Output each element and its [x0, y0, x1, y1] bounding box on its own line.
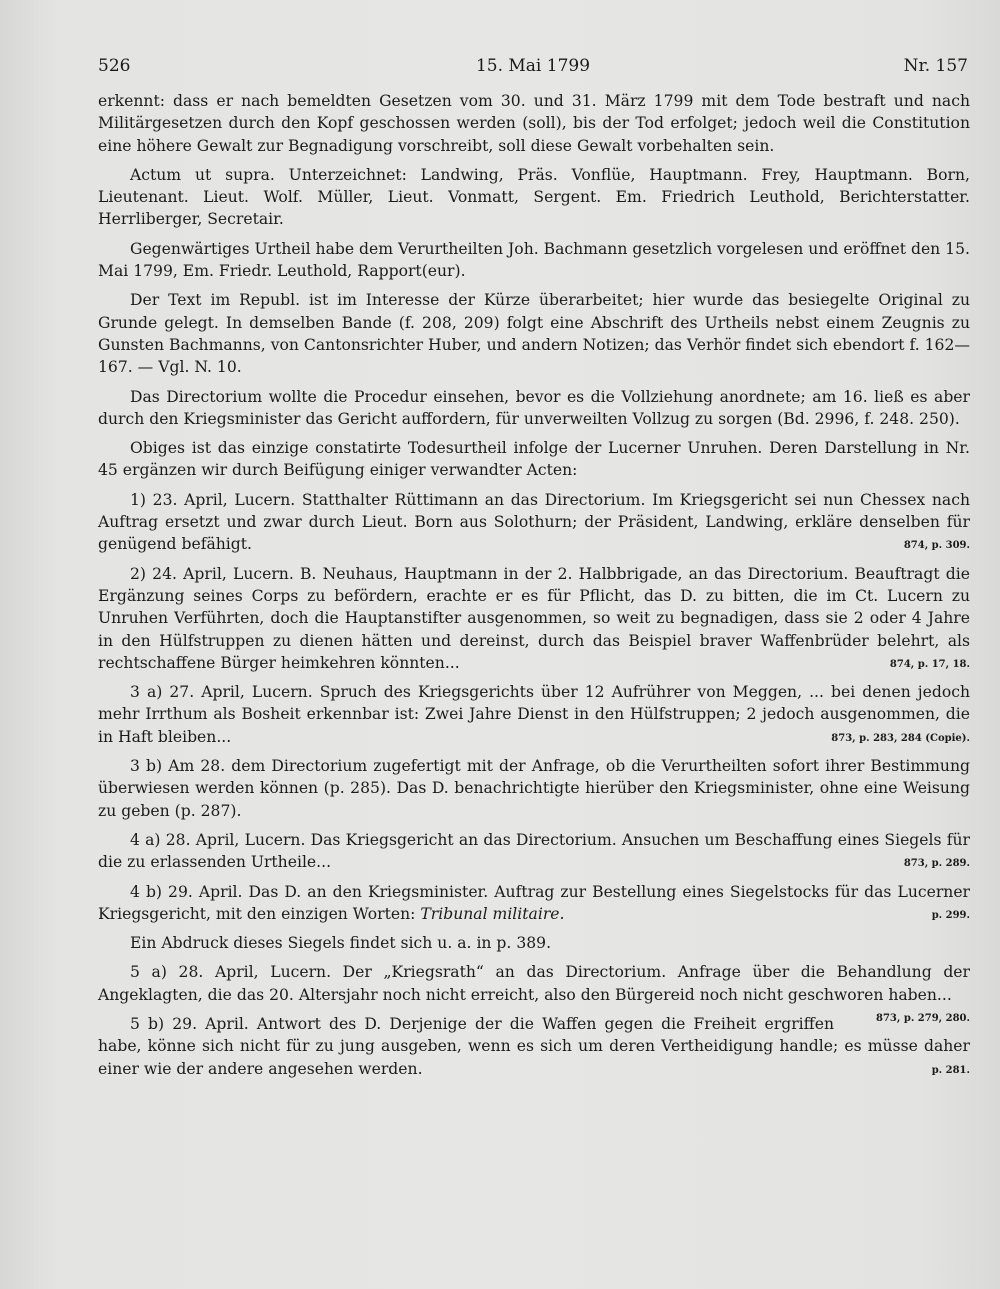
- body-text: [98, 90, 970, 1087]
- archive-reference: 874, p. 17, 18.: [889, 658, 970, 670]
- paragraph: Ein Abdruck dieses Siegels findet sich u. a. in p. 389.: [130, 934, 552, 953]
- paragraph: 3 b) Am 28. dem Directorium zugefertigt mit der Anfrage, ob die Verurtheilten sofort ihrer Bestimmung überwiesen werden können (p. 285). Das D. benachrichtigte hierüber den Kriegsminister, ohne eine Weisung zu geben (p. 287).: [98, 757, 970, 820]
- paragraph: Gegenwärtiges Urtheil habe dem Verurtheilten Joh. Bachmann gesetzlich vorgelesen und eröffnet den 15. Mai 1799, Em. Friedr. Leuthold, Rapport(eur).: [98, 239, 970, 281]
- archive-reference: 874, p. 309.: [903, 540, 970, 552]
- paragraph: 4 a) 28. April, Lucern. Das Kriegsgericht an das Directorium. Ansuchen um Beschaffung eines Siegels für die zu erlassenden Urtheile... 873, p. 289.: [98, 830, 970, 872]
- paragraph: 1) 23. April, Lucern. Statthalter Rüttimann an das Directorium. Im Kriegsgericht sei nun Chessex nach Auftrag ersetzt und zwar durch Lieut. Born aus Solothurn; der Präsident, Landwing, erkläre denselben für genügend befähigt. 874, p. 309.: [98, 490, 970, 554]
- archive-reference: p. 299.: [931, 909, 970, 921]
- paragraph: 2) 24. April, Lucern. B. Neuhaus, Hauptmann in der 2. Halbbrigade, an das Directorium. Beauftragt die Ergänzung seines Corps zu befördern, erachte er es für Pflicht, das D. zu bitten, die im Ct. Lucern zu Unruhen Verführten, doch die Hauptanstifter ausgenommen, so weit zu begnadigen, dass sie 2 oder 4 Jahre in den Hülfstruppen zu dienen hätten und dereinst, durch das Beispiel braver Waffenbrüder belehrt, als rechtschaffene Bürger heimkehren könnten... 874, p. 17, 18.: [98, 564, 970, 672]
- paragraph: Obiges ist das einzige constatirte Todesurtheil infolge der Lucerner Unruhen. Deren Darstellung in Nr. 45 ergänzen wir durch Beifügung einiger verwandter Acten:: [98, 439, 970, 480]
- header-date: 15. Mai 1799: [475, 56, 591, 76]
- paragraph: 4 b) 29. April. Das D. an den Kriegsminister. Auftrag zur Bestellung eines Siegelstocks für das Lucerner Kriegsgericht, mit den einzigen Worten: Tribunal militaire. p. 299.: [98, 882, 970, 923]
- paragraph: erkennt: dass er nach bemeldten Gesetzen vom 30. und 31. März 1799 mit dem Tode bestraft und nach Militärgesetzen durch den Kopf geschossen werden (soll), bis der Tod erfolget; jedoch weil die Constitution eine höhere Gewalt zur Begnadigung vorschreibt, soll diese Gewalt vorbehalten sein.: [98, 92, 970, 155]
- archive-reference: 873, p. 283, 284 (Copie).: [831, 732, 970, 744]
- paragraph: 3 a) 27. April, Lucern. Spruch des Kriegsgerichts über 12 Aufrührer von Meggen, ... bei denen jedoch mehr Irrthum als Bosheit erkennbar ist: Zwei Jahre Dienst in den Hülfstruppen; 2 jedoch ausgenommen, die in Haft bleiben... 873, p. 283, 284 (Copie).: [98, 683, 970, 746]
- italic-quote: Tribunal militaire.: [420, 904, 565, 923]
- document-number: Nr. 157: [903, 56, 968, 76]
- paragraph: Das Directorium wollte die Procedur einsehen, bevor es die Vollziehung anordnete; am 16. ließ es aber durch den Kriegsminister das Gericht auffordern, für unverweilten Vollzug zu sorgen (Bd. 2996, f. 248. 250).: [98, 387, 970, 428]
- paragraph: Der Text im Republ. ist im Interesse der Kürze überarbeitet; hier wurde das besiegelte Original zu Grunde gelegt. In demselben Bande (f. 208, 209) folgt eine Abschrift des Urtheils nebst einem Zeugnis zu Gunsten Bachmanns, von Cantonsrichter Huber, und andern Notizen; das Verhör findet sich ebendort f. 162—167. — Vgl. N. 10.: [98, 291, 970, 377]
- paragraph: Actum ut supra. Unterzeichnet: Landwing, Präs. Vonflüe, Hauptmann. Frey, Hauptmann. Born, Lieutenant. Lieut. Wolf. Müller, Lieut. Vonmatt, Sergent. Em. Friedrich Leuthold, Berichterstatter. Herrliberger, Secretair.: [98, 165, 970, 229]
- paragraph: 5 b) 29. April. Antwort des D. Derjenige der die Waffen gegen die Freiheit ergriffen habe, könne sich nicht für zu jung ausgeben, wenn es sich um deren Vertheidigung handle; es müsse daher einer wie der andere angesehen werden. p. 281.: [98, 1014, 970, 1078]
- archive-reference: 873, p. 289.: [903, 858, 970, 870]
- page-header: [98, 56, 968, 80]
- page-number: 526: [98, 56, 131, 76]
- paragraph: 5 a) 28. April, Lucern. Der „Kriegsrath“ an das Directorium. Anfrage über die Behandlung der Angeklagten, die das 20. Altersjahr noch nicht erreicht, also den Bürgereid noch nicht geschworen haben... 873, p. 279, 280.: [98, 961, 970, 1006]
- archive-reference: 873, p. 279, 280.: [876, 1012, 970, 1024]
- archive-reference: p. 281.: [931, 1064, 970, 1076]
